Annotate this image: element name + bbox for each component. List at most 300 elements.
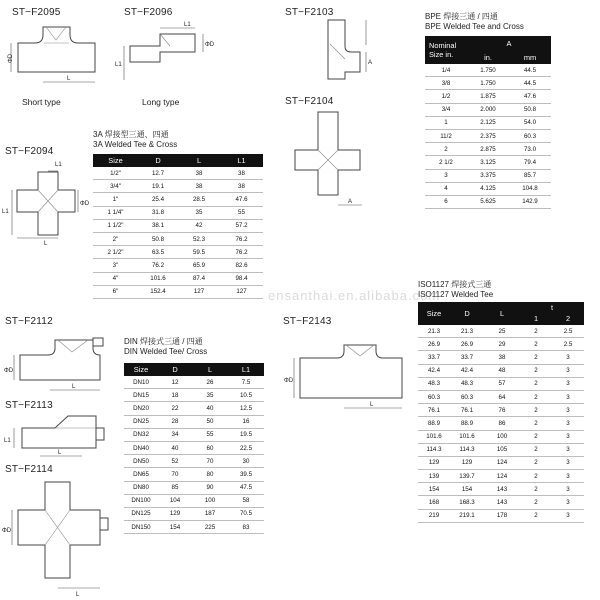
- iso-table-row: [418, 417, 584, 430]
- t3a-header-0: Size: [93, 154, 138, 167]
- iso-table-row: [418, 351, 584, 364]
- iso-cell: 2: [520, 377, 552, 390]
- iso-cell: 25: [484, 325, 520, 338]
- iso-cell: 2: [520, 456, 552, 469]
- iso-cell: 29: [484, 338, 520, 351]
- iso-cell: 3: [552, 404, 584, 417]
- iso-cell: 2: [520, 404, 552, 417]
- t3a-cell: 76.2: [220, 246, 263, 259]
- svg-text:L: L: [67, 76, 71, 82]
- svg-text:ΦD: ΦD: [284, 378, 294, 384]
- svg-text:A: A: [348, 199, 353, 205]
- bpe-cell: 2.000: [467, 103, 509, 116]
- iso-cell: 21.3: [450, 325, 484, 338]
- din-cell: 26: [192, 376, 228, 389]
- din-table-row: [124, 455, 264, 468]
- din-cell: 129: [158, 507, 192, 520]
- iso-cell: 100: [484, 430, 520, 443]
- t3a-cell: 50.8: [138, 232, 178, 245]
- bpe-cell: 6: [425, 195, 467, 208]
- t3a-cell: 6": [93, 285, 138, 298]
- iso-table-row: [418, 496, 584, 509]
- din-cell: DN65: [124, 468, 158, 481]
- t3a-cell: 127: [178, 285, 220, 298]
- bpe-cell: 60.3: [509, 129, 551, 142]
- iso-header-d: D: [450, 302, 484, 325]
- iso-cell: 2: [520, 325, 552, 338]
- din-cell: 154: [158, 521, 192, 534]
- svg-text:L1: L1: [115, 62, 122, 68]
- t3a-cell: 152.4: [138, 285, 178, 298]
- din-cell: DN25: [124, 415, 158, 428]
- bpe-table-row: [425, 195, 551, 208]
- svg-text:L: L: [76, 592, 80, 598]
- din-cell: DN80: [124, 481, 158, 494]
- din-cell: DN125: [124, 507, 158, 520]
- iso-cell: 105: [484, 443, 520, 456]
- din-cell: DN40: [124, 441, 158, 454]
- bpe-cell: 1/2: [425, 90, 467, 103]
- iso-cell: 33.7: [450, 351, 484, 364]
- watermark: ensanthai.en.alibaba.com: [268, 288, 441, 303]
- t3a-table-row: [93, 206, 263, 219]
- iso-cell: 3: [552, 430, 584, 443]
- din-header-2: L: [192, 363, 228, 376]
- t3a-table-row: [93, 180, 263, 193]
- iso-cell: 3: [552, 364, 584, 377]
- t3a-title: [93, 130, 177, 150]
- din-cell: 19.5: [228, 428, 264, 441]
- t3a-cell: 52.3: [178, 232, 220, 245]
- iso-cell: 3: [552, 456, 584, 469]
- bpe-cell: 2.375: [467, 129, 509, 142]
- iso-header-size: Size: [418, 302, 450, 325]
- t3a-table-row: [93, 285, 263, 298]
- svg-text:L1: L1: [55, 162, 62, 168]
- t3a-cell: 63.5: [138, 246, 178, 259]
- bpe-cell: 2 1/2: [425, 156, 467, 169]
- din-cell: 55: [192, 428, 228, 441]
- din-table-row: [124, 389, 264, 402]
- din-cell: 187: [192, 507, 228, 520]
- t3a-cell: 3/4": [93, 180, 138, 193]
- din-cell: DN150: [124, 521, 158, 534]
- iso-cell: 2: [520, 443, 552, 456]
- bpe-table-row: [425, 169, 551, 182]
- code-st-f2095: ST−F2095: [12, 7, 61, 18]
- code-st-f2112: ST−F2112: [5, 316, 53, 327]
- iso-table-row: [418, 338, 584, 351]
- iso-cell: 2: [520, 509, 552, 522]
- t3a-cell: 82.6: [220, 259, 263, 272]
- bpe-cell: 1.750: [467, 77, 509, 90]
- iso-cell: 2: [520, 351, 552, 364]
- din-cell: 34: [158, 428, 192, 441]
- din-cell: 30: [228, 455, 264, 468]
- code-st-f2103: ST−F2103: [285, 7, 334, 18]
- din-table-row: [124, 376, 264, 389]
- iso-cell: 3: [552, 470, 584, 483]
- iso-cell: 154: [450, 483, 484, 496]
- bpe-cell: 3/4: [425, 103, 467, 116]
- iso-cell: 219.1: [450, 509, 484, 522]
- t3a-cell: 42: [178, 219, 220, 232]
- iso-cell: 48: [484, 364, 520, 377]
- bpe-table-row: [425, 129, 551, 142]
- iso-cell: 3: [552, 377, 584, 390]
- din-cell: DN10: [124, 376, 158, 389]
- din-table-row: [124, 481, 264, 494]
- iso-cell: 178: [484, 509, 520, 522]
- t3a-cell: 1 1/2": [93, 219, 138, 232]
- iso-cell: 101.6: [450, 430, 484, 443]
- iso-cell: 139.7: [450, 470, 484, 483]
- din-cell: 40: [158, 441, 192, 454]
- t3a-cell: 59.5: [178, 246, 220, 259]
- din-cell: 104: [158, 494, 192, 507]
- iso-cell: 3: [552, 417, 584, 430]
- bpe-table-row: [425, 64, 551, 77]
- iso-cell: 219: [418, 509, 450, 522]
- t3a-cell: 31.8: [138, 206, 178, 219]
- iso-cell: 2: [520, 496, 552, 509]
- bpe-table-row: [425, 103, 551, 116]
- t3a-cell: 28.5: [178, 193, 220, 206]
- iso-header-t1: 1: [520, 312, 552, 325]
- iso-header-t: t: [520, 302, 584, 312]
- svg-text:L: L: [58, 450, 62, 456]
- bpe-table: [425, 36, 551, 209]
- bpe-cell: 54.0: [509, 116, 551, 129]
- iso-table-row: [418, 364, 584, 377]
- iso-cell: 2.5: [552, 325, 584, 338]
- iso-cell: 101.6: [418, 430, 450, 443]
- iso-cell: 3: [552, 351, 584, 364]
- iso-cell: 2.5: [552, 338, 584, 351]
- svg-text:ΦD: ΦD: [205, 42, 215, 48]
- din-cell: DN50: [124, 455, 158, 468]
- bpe-table-row: [425, 182, 551, 195]
- iso-cell: 3: [552, 509, 584, 522]
- bpe-cell: 2: [425, 143, 467, 156]
- t3a-cell: 55: [220, 206, 263, 219]
- bpe-header-mm: mm: [509, 50, 551, 64]
- svg-text:L: L: [370, 402, 374, 408]
- din-cell: 50: [192, 415, 228, 428]
- din-cell: 60: [192, 441, 228, 454]
- svg-text:L1: L1: [4, 438, 11, 444]
- bpe-header-nominal: Nominal: [429, 41, 457, 50]
- din-cell: 7.5: [228, 376, 264, 389]
- iso-table-row: [418, 443, 584, 456]
- t3a-cell: 38: [220, 180, 263, 193]
- iso-cell: 129: [418, 456, 450, 469]
- bpe-cell: 85.7: [509, 169, 551, 182]
- iso-cell: 86: [484, 417, 520, 430]
- din-table-row: [124, 428, 264, 441]
- iso-cell: 88.9: [450, 417, 484, 430]
- iso-table-row: [418, 509, 584, 522]
- bpe-cell: 1.875: [467, 90, 509, 103]
- t3a-cell: 87.4: [178, 272, 220, 285]
- iso-cell: 57: [484, 377, 520, 390]
- bpe-cell: 79.4: [509, 156, 551, 169]
- din-cell: 225: [192, 521, 228, 534]
- din-cell: 80: [192, 468, 228, 481]
- bpe-cell: 2.875: [467, 143, 509, 156]
- bpe-table-row: [425, 90, 551, 103]
- iso-cell: 129: [450, 456, 484, 469]
- svg-text:A: A: [368, 60, 373, 66]
- iso-table-row: [418, 483, 584, 496]
- t3a-cell: 38: [178, 167, 220, 180]
- code-st-f2096: ST−F2096: [124, 7, 173, 18]
- din-cell: 47.5: [228, 481, 264, 494]
- bpe-cell: 104.8: [509, 182, 551, 195]
- din-cell: 70: [158, 468, 192, 481]
- iso-cell: 3: [552, 483, 584, 496]
- svg-text:L1: L1: [184, 22, 191, 28]
- din-table-row: [124, 507, 264, 520]
- bpe-cell: 3: [425, 169, 467, 182]
- t3a-table-row: [93, 272, 263, 285]
- iso-table-row: [418, 377, 584, 390]
- svg-text:ΦD: ΦD: [8, 53, 14, 63]
- din-cell: 22: [158, 402, 192, 415]
- code-st-f2143: ST−F2143: [283, 316, 332, 327]
- svg-text:L1: L1: [2, 209, 9, 215]
- bpe-header-size-in: Size in.: [429, 50, 454, 59]
- iso-cell: 3: [552, 390, 584, 403]
- bpe-cell: 142.9: [509, 195, 551, 208]
- din-cell: 52: [158, 455, 192, 468]
- bpe-cell: 4.125: [467, 182, 509, 195]
- din-header-0: Size: [124, 363, 158, 376]
- iso-cell: 3: [552, 496, 584, 509]
- din-cell: 90: [192, 481, 228, 494]
- iso-cell: 42.4: [418, 364, 450, 377]
- svg-text:ΦD: ΦD: [80, 201, 90, 207]
- iso-cell: 88.9: [418, 417, 450, 430]
- iso-cell: 76: [484, 404, 520, 417]
- t3a-cell: 47.6: [220, 193, 263, 206]
- t3a-header-2: L: [178, 154, 220, 167]
- din-cell: DN32: [124, 428, 158, 441]
- din-cell: 22.5: [228, 441, 264, 454]
- bpe-cell: 1: [425, 116, 467, 129]
- din-table-row: [124, 521, 264, 534]
- iso-cell: 2: [520, 470, 552, 483]
- bpe-cell: 4: [425, 182, 467, 195]
- bpe-title: [425, 12, 524, 32]
- din-title-cn: DIN 焊接式三通 / 四通: [124, 337, 203, 346]
- iso-cell: 60.3: [450, 390, 484, 403]
- din-cell: 18: [158, 389, 192, 402]
- code-st-f2113: ST−F2113: [5, 400, 53, 411]
- din-cell: 40: [192, 402, 228, 415]
- bpe-table-row: [425, 116, 551, 129]
- din-cell: DN20: [124, 402, 158, 415]
- din-cell: 35: [192, 389, 228, 402]
- iso-cell: 48.3: [418, 377, 450, 390]
- t3a-cell: 101.6: [138, 272, 178, 285]
- din-title: [124, 337, 207, 357]
- iso-cell: 124: [484, 470, 520, 483]
- iso-cell: 3: [552, 443, 584, 456]
- din-table-row: [124, 402, 264, 415]
- bpe-cell: 44.5: [509, 64, 551, 77]
- t3a-cell: 57.2: [220, 219, 263, 232]
- t3a-table-row: [93, 167, 263, 180]
- iso-cell: 2: [520, 483, 552, 496]
- iso-title-en: ISO1127 Welded Tee: [418, 290, 494, 299]
- din-cell: 12.5: [228, 402, 264, 415]
- iso-table-row: [418, 390, 584, 403]
- code-st-f2104: ST−F2104: [285, 96, 334, 107]
- iso-cell: 114.3: [450, 443, 484, 456]
- t3a-cell: 38: [178, 180, 220, 193]
- din-cell: 39.5: [228, 468, 264, 481]
- t3a-cell: 38: [220, 167, 263, 180]
- iso-cell: 2: [520, 390, 552, 403]
- t3a-table-row: [93, 219, 263, 232]
- din-table: [124, 363, 264, 534]
- iso-table-row: [418, 470, 584, 483]
- iso-cell: 76.1: [450, 404, 484, 417]
- t3a-cell: 12.7: [138, 167, 178, 180]
- bpe-cell: 1.750: [467, 64, 509, 77]
- iso-cell: 139: [418, 470, 450, 483]
- bpe-cell: 47.6: [509, 90, 551, 103]
- din-cell: 85: [158, 481, 192, 494]
- din-cell: 10.5: [228, 389, 264, 402]
- t3a-table-row: [93, 193, 263, 206]
- t3a-header-3: L1: [220, 154, 263, 167]
- iso-cell: 154: [418, 483, 450, 496]
- iso-cell: 114.3: [418, 443, 450, 456]
- bpe-title-cn: BPE 焊接三通 / 四通: [425, 12, 498, 21]
- din-cell: 70.5: [228, 507, 264, 520]
- bpe-cell: 3.125: [467, 156, 509, 169]
- t3a-table-row: [93, 259, 263, 272]
- din-table-row: [124, 415, 264, 428]
- din-table-row: [124, 494, 264, 507]
- iso-cell: 2: [520, 430, 552, 443]
- t3a-header-1: D: [138, 154, 178, 167]
- iso-cell: 42.4: [450, 364, 484, 377]
- t3a-cell: 1/2": [93, 167, 138, 180]
- t3a-cell: 25.4: [138, 193, 178, 206]
- t3a-title-cn: 3A 焊接型三通、四通: [93, 130, 169, 139]
- iso-table-row: [418, 430, 584, 443]
- din-cell: 70: [192, 455, 228, 468]
- bpe-cell: 2.125: [467, 116, 509, 129]
- iso-cell: 64: [484, 390, 520, 403]
- iso-cell: 26.9: [418, 338, 450, 351]
- din-cell: 58: [228, 494, 264, 507]
- iso-table-row: [418, 456, 584, 469]
- t3a-cell: 2": [93, 232, 138, 245]
- iso-cell: 60.3: [418, 390, 450, 403]
- bpe-title-en: BPE Welded Tee and Cross: [425, 22, 524, 31]
- din-table-row: [124, 468, 264, 481]
- t3a-cell: 98.4: [220, 272, 263, 285]
- bpe-header-a: A: [467, 36, 551, 50]
- iso-header-l: L: [484, 302, 520, 325]
- t3a-cell: 76.2: [138, 259, 178, 272]
- iso-cell: 168: [418, 496, 450, 509]
- code-st-f2114: ST−F2114: [5, 464, 53, 475]
- t3a-cell: 1": [93, 193, 138, 206]
- t3a-cell: 38.1: [138, 219, 178, 232]
- iso-cell: 38: [484, 351, 520, 364]
- t3a-table: [93, 154, 263, 299]
- t3a-title-en: 3A Welded Tee & Cross: [93, 140, 178, 149]
- bpe-table-row: [425, 77, 551, 90]
- bpe-cell: 3/8: [425, 77, 467, 90]
- iso-cell: 124: [484, 456, 520, 469]
- svg-text:ΦD: ΦD: [4, 368, 14, 374]
- bpe-table-row: [425, 143, 551, 156]
- t3a-cell: 127: [220, 285, 263, 298]
- din-cell: 28: [158, 415, 192, 428]
- svg-text:L: L: [44, 241, 48, 247]
- iso-cell: 143: [484, 496, 520, 509]
- bpe-cell: 44.5: [509, 77, 551, 90]
- t3a-cell: 35: [178, 206, 220, 219]
- caption-long-type: Long type: [142, 97, 180, 107]
- din-title-en: DIN Welded Tee/ Cross: [124, 347, 208, 356]
- iso-table-row: [418, 404, 584, 417]
- code-st-f2094: ST−F2094: [5, 146, 54, 157]
- iso-cell: 21.3: [418, 325, 450, 338]
- svg-text:ΦD: ΦD: [2, 528, 12, 534]
- t3a-cell: 19.1: [138, 180, 178, 193]
- bpe-header-in: in.: [467, 50, 509, 64]
- din-header-3: L1: [228, 363, 264, 376]
- din-cell: 12: [158, 376, 192, 389]
- iso-cell: 168.3: [450, 496, 484, 509]
- din-cell: 100: [192, 494, 228, 507]
- iso-cell: 33.7: [418, 351, 450, 364]
- t3a-table-row: [93, 246, 263, 259]
- bpe-cell: 3.375: [467, 169, 509, 182]
- bpe-cell: 11/2: [425, 129, 467, 142]
- t3a-cell: 65.9: [178, 259, 220, 272]
- svg-text:L: L: [72, 384, 76, 390]
- din-cell: DN100: [124, 494, 158, 507]
- din-table-row: [124, 441, 264, 454]
- din-cell: 83: [228, 521, 264, 534]
- caption-short-type: Short type: [22, 97, 61, 107]
- iso-cell: 2: [520, 417, 552, 430]
- iso-cell: 26.9: [450, 338, 484, 351]
- t3a-cell: 1 1/4": [93, 206, 138, 219]
- iso-table-row: [418, 325, 584, 338]
- bpe-cell: 50.8: [509, 103, 551, 116]
- iso-cell: 48.3: [450, 377, 484, 390]
- iso-title-cn: ISO1127 焊接式三通: [418, 280, 492, 289]
- iso-header-t2: 2: [552, 312, 584, 325]
- iso-cell: 76.1: [418, 404, 450, 417]
- bpe-cell: 73.0: [509, 143, 551, 156]
- t3a-cell: 76.2: [220, 232, 263, 245]
- iso-cell: 2: [520, 364, 552, 377]
- bpe-cell: 1/4: [425, 64, 467, 77]
- din-header-1: D: [158, 363, 192, 376]
- iso-cell: 2: [520, 338, 552, 351]
- t3a-table-row: [93, 232, 263, 245]
